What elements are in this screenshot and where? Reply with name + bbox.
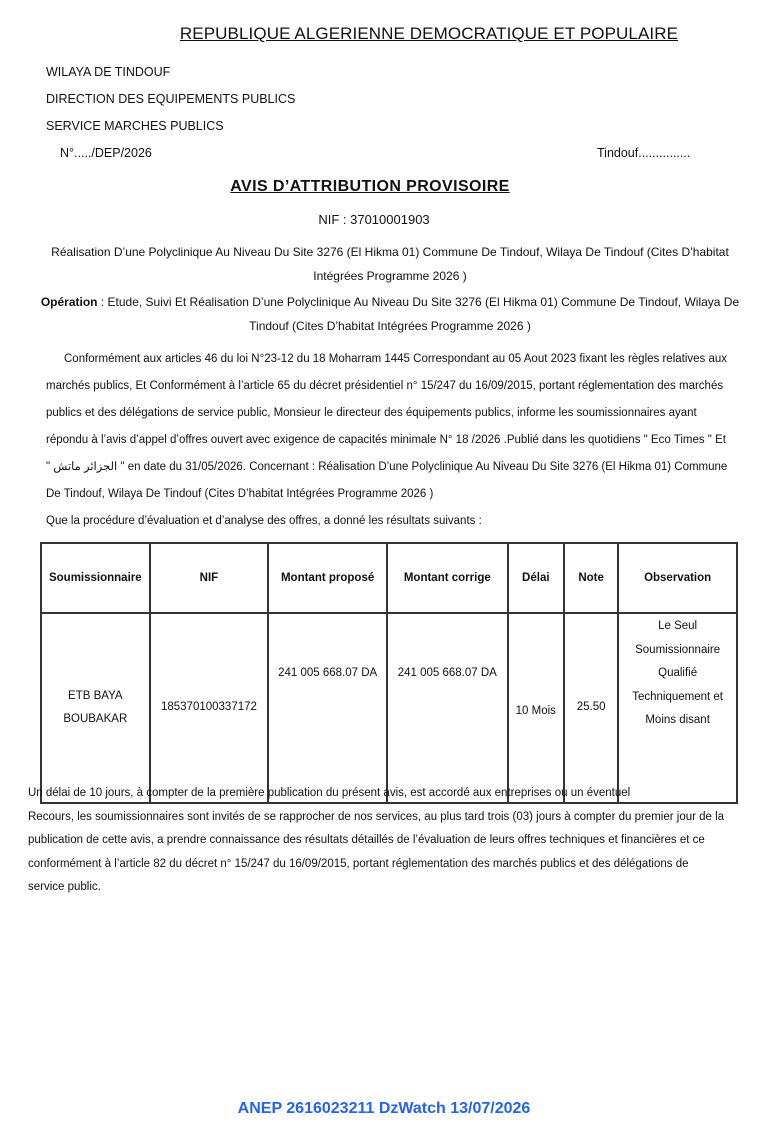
operation-text: : Etude, Suivi Et Réalisation D’une Polyclinique Au Niveau Du Site 3276 (El Hikma 01) Commune De Tindouf, Wilaya De Tindouf (Cites D’habitat Intégrées Programme 2026 )	[97, 295, 740, 333]
operation-label: Opération	[40, 295, 98, 309]
header-note: Note	[564, 543, 618, 613]
service-line: SERVICE MARCHES PUBLICS	[46, 119, 224, 133]
footer-reference: ANEP 2616023211 DzWatch 13/07/2026	[237, 1100, 531, 1117]
results-intro: Que la procédure d’évaluation et d’analyse des offres, a donné les résultats suivants :	[46, 515, 482, 527]
table-header-row	[41, 543, 737, 613]
document-title: AVIS D’ATTRIBUTION PROVISOIRE	[230, 178, 510, 195]
header-observation: Observation	[618, 543, 737, 613]
results-table	[40, 542, 738, 804]
reference-number: N°...../DEP/2026	[60, 146, 152, 160]
legal-paragraph: Conformément aux articles 46 du loi N°23-12 du 18 Moharram 1445 Correspondant au 05 Aout 2023 fixant les règles relatives aux marchés publics, Et Conformément à l’article 65 du décret présidentiel n° 15/247 du 16/09/2015, portant réglementation des marchés publics et des délégations de service public, Monsieur le directeur des équipements publics, informe les soumissionnaires ayant répondu à l’avis d’appel d’offres ouvert avec exigence de capacités minimale N° 18 /2026 .Publié dans les quotidiens " Eco Times " Et " الجزائر ماتش " en date du 31/05/2026. Concernant : Réalisation D’une Polyclinique Au Niveau Du Site 3276 (El Hikma 01) Commune De Tindouf, Wilaya De Tindouf (Cites D’habitat Intégrées Programme 2026 )	[46, 353, 728, 500]
closing-line-2: Recours, les soumissionnaires sont invités de se rapprocher de nos services, au plus tard trois (03) jours à compter du premier jour de la publication de cette avis, a prendre connaissance des résultats détaillés de l’évaluation de leurs offres techniques et financières et ce conformément à l’article 82 du décret n° 15/247 du 16/09/2015, portant réglementation des marchés publics et des délégations de service public.	[28, 810, 725, 893]
cell-note: 25.50	[564, 613, 618, 803]
nif-line: NIF : 37010001903	[318, 212, 430, 227]
header-soumissionnaire: Soumissionnaire	[41, 543, 150, 613]
cell-soumissionnaire: ETB BAYA BOUBAKAR	[41, 613, 150, 803]
header-montant-corrige: Montant corrige	[387, 543, 508, 613]
cell-nif: 185370100337172	[150, 613, 269, 803]
table-row	[41, 613, 737, 803]
body-paragraph	[46, 346, 732, 508]
place-date: Tindouf...............	[597, 146, 691, 160]
operation-block	[40, 290, 740, 338]
closing-paragraph	[28, 782, 728, 900]
closing-line-1: Un délai de 10 jours, à compter de la première publication du présent avis, est accordé aux entreprises ou un éventuel	[28, 787, 631, 799]
wilaya-line: WILAYA DE TINDOUF	[46, 65, 171, 79]
direction-line: DIRECTION DES EQUIPEMENTS PUBLICS	[46, 92, 296, 106]
cell-montant-corrige: 241 005 668.07 DA	[387, 613, 508, 803]
cell-observation: Le Seul Soumissionnaire Qualifié Techniquement et Moins disant	[618, 613, 737, 803]
cell-montant-propose: 241 005 668.07 DA	[268, 613, 387, 803]
header-montant-propose: Montant proposé	[268, 543, 387, 613]
header-nif: NIF	[150, 543, 269, 613]
header-delai: Délai	[508, 543, 564, 613]
cell-delai: 10 Mois	[508, 613, 564, 803]
republic-heading: REPUBLIQUE ALGERIENNE DEMOCRATIQUE ET POPULAIRE	[179, 24, 679, 43]
project-description: Réalisation D’une Polyclinique Au Niveau Du Site 3276 (El Hikma 01) Commune De Tindouf, Wilaya De Tindouf (Cites D’habitat Intégrées Programme 2026 )	[51, 245, 729, 283]
